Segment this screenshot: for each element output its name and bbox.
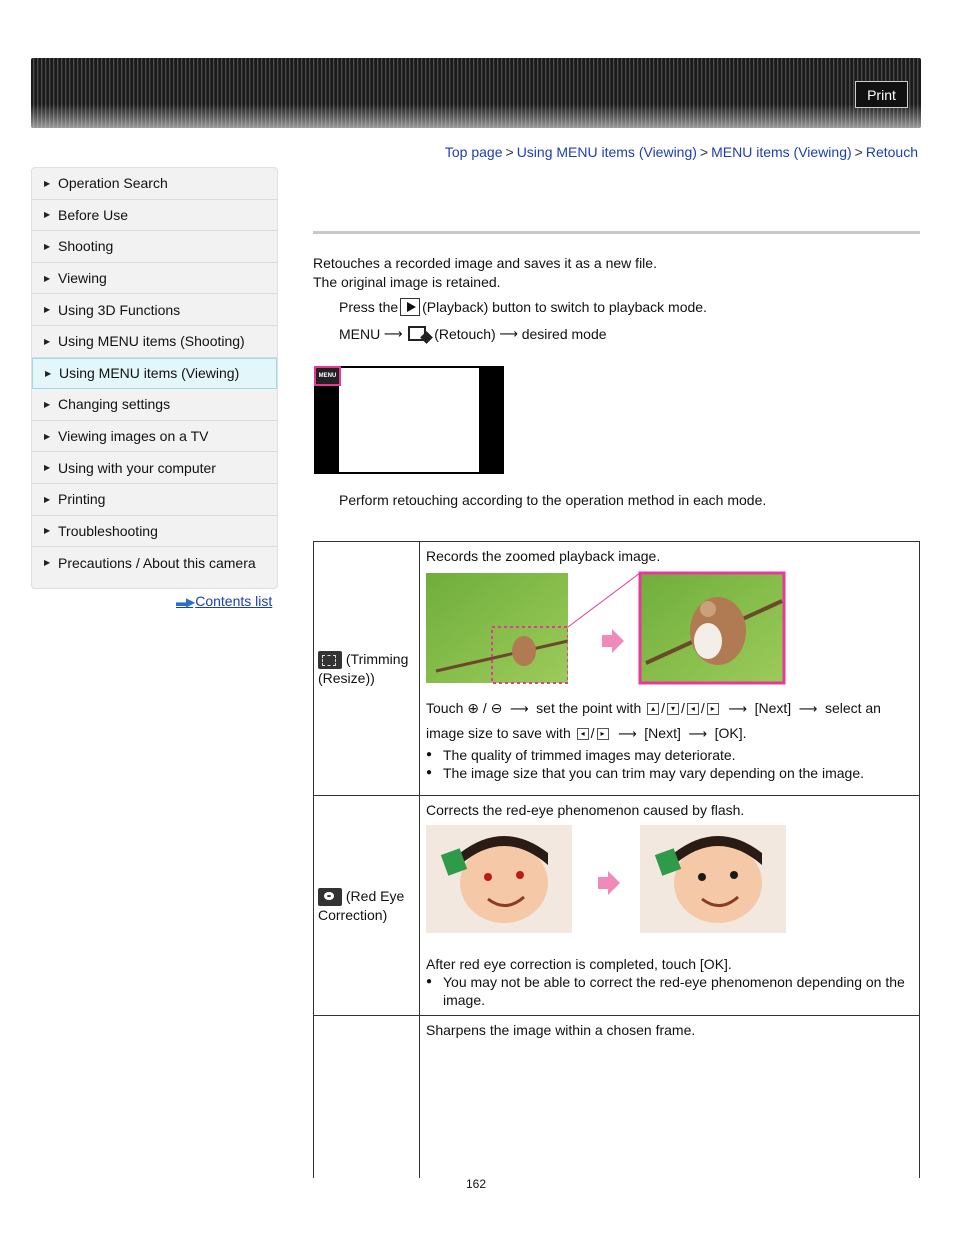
triangle-right-icon: ▶ xyxy=(44,210,51,220)
trimming-instructions-1: Touch ⊕ / ⊖ ⟶ set the point with ▴ / ▾ / ◂ / ▸ ⟶ [Next] ⟶ select an xyxy=(426,700,881,716)
sidebar-item-label: Changing settings xyxy=(58,396,171,413)
playback-icon xyxy=(400,298,420,316)
sidebar-item-before-use[interactable] xyxy=(32,200,277,232)
breadcrumb-retouch[interactable]: Retouch xyxy=(865,144,918,160)
sidebar-item-viewing[interactable] xyxy=(32,263,277,295)
step-3: Perform retouching according to the operation method in each mode. xyxy=(339,492,767,508)
triangle-right-icon: ▶ xyxy=(44,178,51,188)
sidebar-item-label: Using MENU items (Viewing) xyxy=(59,365,240,382)
arrow-right-icon: ⟶ xyxy=(688,726,708,741)
menu-button-highlight: MENU xyxy=(314,366,341,386)
left-button-icon: ◂ xyxy=(687,703,699,715)
ok-label: [OK]. xyxy=(714,725,747,741)
triangle-right-icon: ▶ xyxy=(45,368,52,378)
trimming-name: (Trimming (Resize)) xyxy=(318,650,409,687)
sidebar-item-label: Using 3D Functions xyxy=(58,301,181,318)
sidebar-item-label: Precautions / About this camera xyxy=(58,554,256,571)
red-eye-after: After red eye correction is completed, touch [OK]. xyxy=(426,956,732,972)
arrow-right-icon: ⟶ xyxy=(499,326,519,341)
header-banner xyxy=(31,58,921,128)
step-1-post: (Playback) button to switch to playback mode. xyxy=(422,299,707,315)
arrow-right-icon: ⟶ xyxy=(728,701,747,716)
red-eye-desc: Corrects the red-eye phenomenon caused by flash. xyxy=(426,802,745,818)
red-eye-name-cell xyxy=(314,796,420,1016)
breadcrumb-separator: > xyxy=(699,144,709,160)
sidebar-item-label: Using with your computer xyxy=(58,459,216,476)
red-eye-illustration xyxy=(426,825,786,935)
triangle-right-icon: ▶ xyxy=(44,494,51,504)
triangle-right-icon: ▶ xyxy=(44,463,51,473)
contents-list-label: Contents list xyxy=(195,593,273,609)
arrow-right-icon: ⟶ xyxy=(798,701,818,716)
step-2-menu: MENU xyxy=(339,326,381,342)
sidebar-item-troubleshooting[interactable] xyxy=(32,516,277,548)
step-2-mode: desired mode xyxy=(521,326,607,342)
retouch-icon xyxy=(408,325,432,343)
sidebar-item-viewing-tv[interactable] xyxy=(32,421,277,453)
zoom-out-icon: ⊖ xyxy=(490,700,503,716)
sharpen-desc: Sharpens the image within a chosen frame. xyxy=(426,1022,696,1038)
sidebar-item-label: Operation Search xyxy=(58,175,168,192)
triangle-right-icon: ▶ xyxy=(44,273,51,283)
trimming-notes xyxy=(426,746,913,782)
screen-display-area xyxy=(339,368,479,472)
triangle-right-icon: ▶ xyxy=(44,558,51,568)
right-button-icon: ▸ xyxy=(597,728,609,740)
up-button-icon: ▴ xyxy=(647,703,659,715)
sidebar-item-operation-search[interactable] xyxy=(32,168,277,200)
down-button-icon: ▾ xyxy=(667,703,679,715)
sidebar-item-label: Using MENU items (Shooting) xyxy=(58,333,245,350)
sidebar-item-menu-shooting[interactable] xyxy=(32,326,277,358)
sidebar-nav xyxy=(31,167,278,589)
image-size-label: image size to save with xyxy=(426,725,571,741)
triangle-right-icon: ▶ xyxy=(44,399,51,409)
list-item: ● The quality of trimmed images may deteriorate. xyxy=(426,746,913,764)
trimming-desc-cell xyxy=(420,542,920,796)
right-button-icon: ▸ xyxy=(707,703,719,715)
sidebar-item-computer[interactable] xyxy=(32,452,277,484)
breadcrumb-menu-items-viewing[interactable]: MENU items (Viewing) xyxy=(711,144,852,160)
arrow-right-icon: ⟶ xyxy=(383,326,403,341)
sharpen-name-cell xyxy=(314,1016,420,1180)
step-1 xyxy=(339,298,707,316)
list-item: ● You may not be able to correct the red-eye phenomenon depending on the image. xyxy=(426,973,913,1009)
sharpen-desc-cell xyxy=(420,1016,920,1180)
sidebar-item-label: Before Use xyxy=(58,206,129,223)
table-row xyxy=(314,1016,920,1180)
breadcrumb-separator: > xyxy=(854,144,863,160)
sidebar-item-label: Viewing xyxy=(58,270,107,287)
sidebar-item-label: Shooting xyxy=(58,238,114,255)
breadcrumb xyxy=(445,144,918,160)
print-button[interactable]: Print xyxy=(855,81,908,108)
contents-list-link[interactable] xyxy=(176,593,272,609)
trimming-desc: Records the zoomed playback image. xyxy=(426,548,661,564)
retouch-modes-table xyxy=(313,541,920,1180)
sidebar-item-label: Viewing images on a TV xyxy=(58,428,209,445)
red-eye-desc-cell xyxy=(420,796,920,1016)
sidebar-item-printing[interactable] xyxy=(32,484,277,516)
arrow-right-icon: ⟶ xyxy=(618,726,637,741)
trimming-illustration xyxy=(426,571,786,685)
step-2-retouch: (Retouch) xyxy=(434,326,496,342)
red-eye-name: (Red Eye Correction) xyxy=(318,887,405,924)
arrow-right-icon: ⟶ xyxy=(509,701,529,716)
sidebar-item-label: Troubleshooting xyxy=(58,522,158,539)
table-row xyxy=(314,796,920,1016)
triangle-right-icon: ▶ xyxy=(44,431,51,441)
sidebar-item-precautions[interactable] xyxy=(32,547,277,579)
triangle-right-icon: ▶ xyxy=(44,526,51,536)
arrow-right-icon: ▬▶ xyxy=(176,595,194,609)
trimming-name-cell xyxy=(314,542,420,796)
list-item: ● The image size that you can trim may vary depending on the image. xyxy=(426,764,913,782)
trimming-instructions-2: image size to save with ◂ / ▸ ⟶ [Next] ⟶ [OK]. xyxy=(426,725,747,741)
page-number: 162 xyxy=(466,1177,487,1191)
next-label: [Next] xyxy=(754,700,792,716)
intro-line-2: The original image is retained. xyxy=(313,274,501,290)
intro-line-1: Retouches a recorded image and saves it as a new file. xyxy=(313,255,657,271)
sidebar-item-changing-settings[interactable] xyxy=(32,389,277,421)
table-row xyxy=(314,542,920,796)
triangle-right-icon: ▶ xyxy=(44,305,51,315)
sidebar-item-label: Printing xyxy=(58,491,106,508)
sidebar-item-3d-functions[interactable] xyxy=(32,294,277,326)
sidebar-item-menu-viewing[interactable] xyxy=(32,358,277,390)
sidebar-item-shooting[interactable] xyxy=(32,231,277,263)
red-eye-icon xyxy=(318,888,342,906)
triangle-right-icon: ▶ xyxy=(44,241,51,251)
step-2 xyxy=(339,325,607,343)
breadcrumb-using-menu-viewing[interactable]: Using MENU items (Viewing) xyxy=(516,144,697,160)
left-button-icon: ◂ xyxy=(577,728,589,740)
touch-label: Touch xyxy=(426,700,464,716)
set-point-label: set the point with xyxy=(536,700,642,716)
next-label: [Next] xyxy=(644,725,681,741)
trimming-icon xyxy=(318,651,342,669)
triangle-right-icon: ▶ xyxy=(44,336,51,346)
title-divider xyxy=(313,231,920,234)
breadcrumb-top-page[interactable]: Top page xyxy=(444,144,503,160)
camera-screen-illustration xyxy=(314,366,504,474)
step-1-pre: Press the xyxy=(339,299,399,315)
select-an-label: select an xyxy=(824,700,881,716)
red-eye-notes xyxy=(426,973,913,1009)
zoom-in-icon: ⊕ xyxy=(467,700,479,716)
breadcrumb-separator: > xyxy=(505,144,514,160)
